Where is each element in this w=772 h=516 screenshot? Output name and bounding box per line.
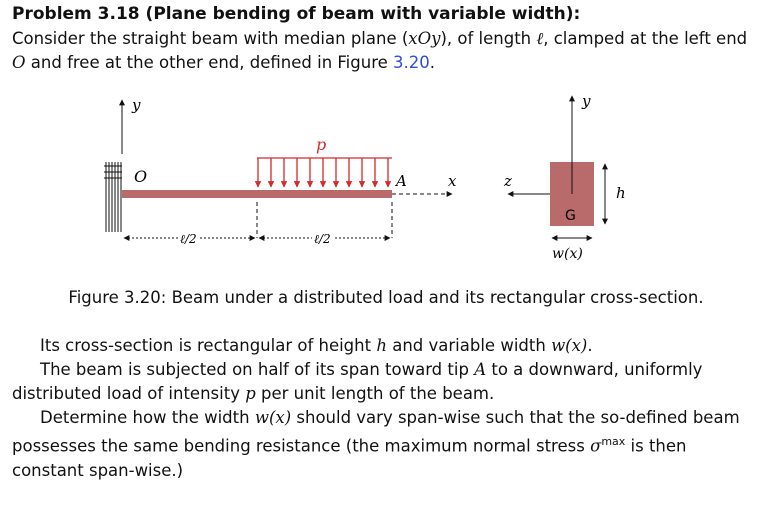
body-text: Its cross-section is rectangular of height	[40, 336, 377, 355]
load-label: p	[316, 135, 327, 154]
clamp-support	[104, 162, 122, 232]
origin-label: O	[134, 167, 148, 186]
beam	[122, 190, 392, 198]
intro-xoy: xOy	[408, 29, 441, 48]
body-w: w(x)	[551, 336, 588, 355]
centroid-label: G	[565, 208, 576, 224]
body-paragraph-3	[12, 406, 760, 483]
y-axis-left-label: y	[132, 96, 141, 114]
x-axis-label: x	[448, 172, 457, 190]
intro-origin: O	[12, 53, 26, 72]
problem-title: Problem 3.18 (Plane bending of beam with variable width):	[12, 4, 581, 24]
distributed-load	[257, 158, 392, 187]
body-sigma: σ	[590, 436, 602, 456]
y-axis-section-label: y	[582, 92, 591, 110]
body-text: .	[587, 336, 593, 355]
width-label: w(x)	[552, 246, 583, 262]
tip-label: A	[396, 172, 407, 190]
body-text: Determine how the width	[40, 408, 255, 427]
body-h: h	[376, 336, 387, 355]
body-text: per unit length of the beam.	[255, 384, 495, 403]
body-A: A	[474, 360, 487, 379]
beam-figure	[100, 92, 660, 272]
body-p: p	[245, 384, 256, 403]
intro-text-4: and free at the other end, defined in Figure	[25, 53, 394, 72]
body-line-1	[12, 334, 760, 358]
intro-text-1: Consider the straight beam with median plane (	[12, 29, 409, 48]
dim-right-half-label: ℓ/2	[314, 232, 331, 246]
body-text: and variable width	[386, 336, 552, 355]
figure-caption: Figure 3.20: Beam under a distributed load and its rectangular cross-section.	[68, 288, 704, 307]
body-paragraph-2	[12, 358, 760, 406]
intro-text-2: ), of length	[440, 29, 537, 48]
body-text: should vary span-wise such that the so-defined beam possesses the same bending resistance (the maximum normal stress	[12, 408, 740, 456]
problem-intro	[12, 27, 760, 75]
body-w: w(x)	[254, 408, 292, 427]
intro-text-5: .	[429, 53, 436, 72]
body-text: The beam is subjected on half of its span toward tip	[40, 360, 475, 379]
intro-text-3: , clamped at the left end	[543, 29, 748, 48]
body-text: to a downward, uniformly distributed load of intensity	[12, 360, 703, 403]
figure-reference-link[interactable]: 3.20	[393, 53, 430, 72]
height-label: h	[616, 184, 626, 202]
body-text: is then constant span-wise.)	[12, 436, 687, 480]
intro-length: ℓ	[536, 29, 544, 48]
body-sigma-sup: max	[601, 435, 626, 448]
dim-left-half-label: ℓ/2	[180, 232, 197, 246]
z-axis-label: z	[504, 172, 512, 190]
problem-body	[12, 334, 760, 483]
